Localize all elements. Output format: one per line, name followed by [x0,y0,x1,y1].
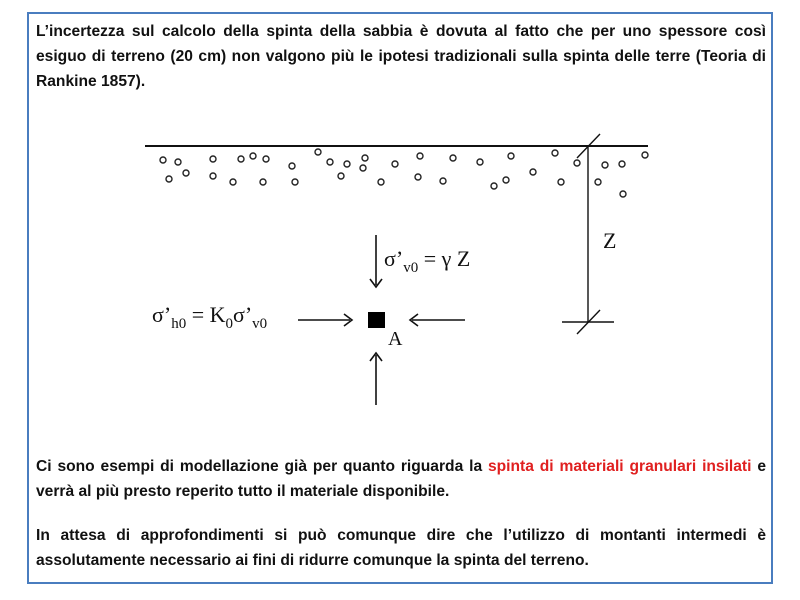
examples-text-after: e verrà al più presto reperito tutto il materiale disponibile. [36,458,767,500]
vertical-stress-rhs: = γ Z [418,246,471,271]
examples-highlight: spinta di materiali granulari insilati [487,458,752,475]
equals-k: = K [186,302,226,327]
subscript-h0: h0 [171,316,187,332]
vertical-stress-formula [384,246,470,276]
soil-particles [160,149,648,197]
sigma-symbol: σ [384,246,396,271]
subscript-v0-2: v0 [252,316,268,332]
sigma-symbol-2: σ [232,302,245,327]
conclusion-paragraph: In attesa di approfondimenti si può comunque dire che l’utilizzo di montanti intermedi è assolutamente necessario ai fini di ridurre comunque la spinta del terreno. [36,527,766,569]
prime-mark: ’ [163,302,172,327]
subscript-v0: v0 [403,260,419,276]
examples-text-before: Ci sono esempi di modellazione già per quanto riguarda la [36,458,488,475]
point-a-label: A [388,328,403,350]
sigma-symbol: σ [152,302,164,327]
prime-mark-2: ’ [244,302,253,327]
intro-paragraph: L’incertezza sul calcolo della spinta della sabbia è dovuta al fatto che per uno spessore così esiguo di terreno (20 cm) non valgono più le ipotesi tradizionali sulla spinta delle terre (Teoria di Rankine 1857). [36,23,766,90]
subscript-0: 0 [225,316,233,332]
horizontal-stress-formula [152,302,267,332]
depth-label: Z [603,228,617,253]
point-a-marker [368,312,385,328]
prime-mark: ’ [395,246,404,271]
